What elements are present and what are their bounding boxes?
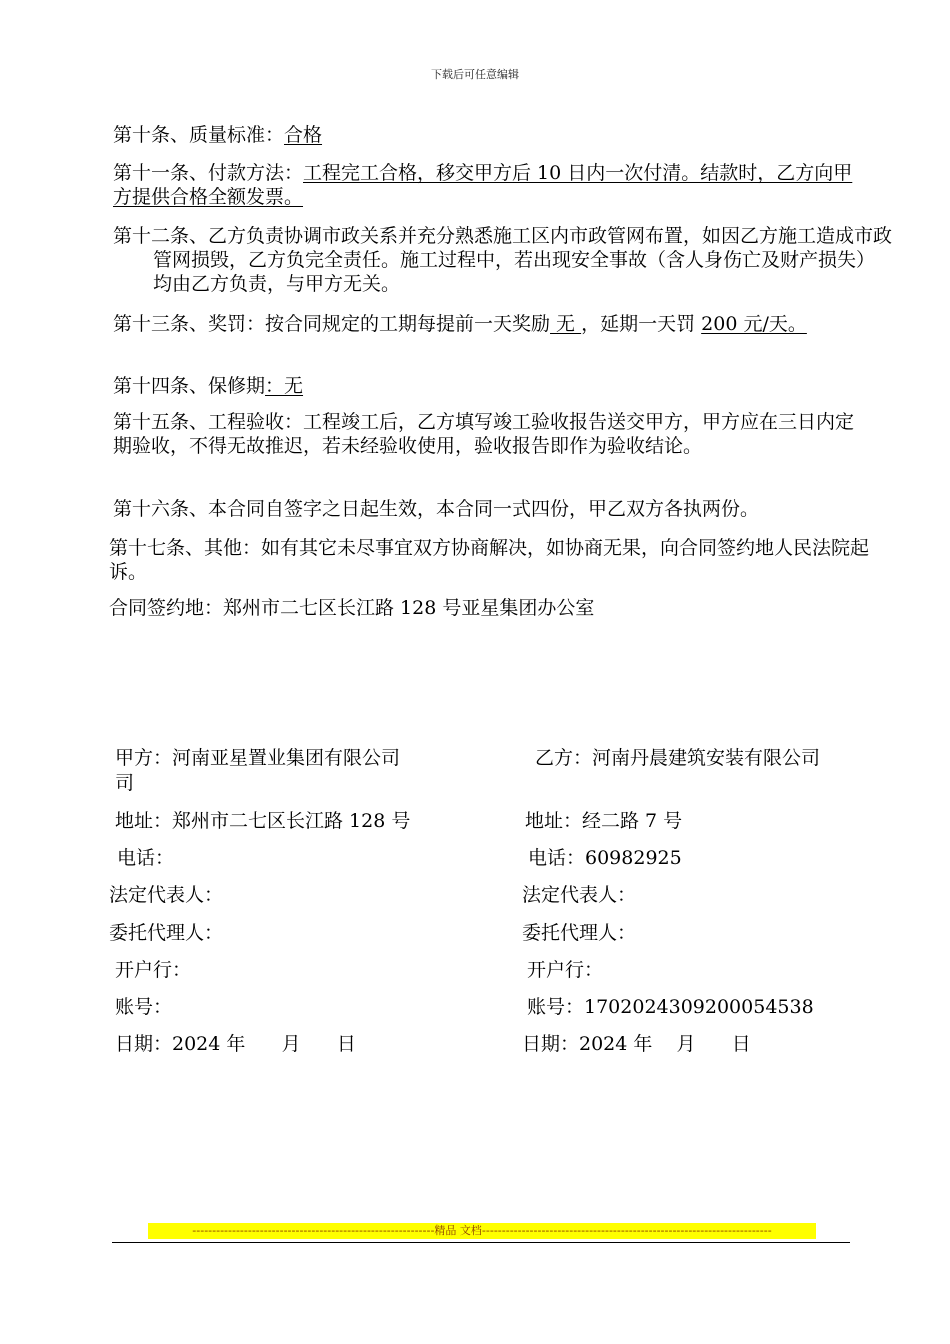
clause-11-label: 第十一条、付款方法： (113, 162, 304, 184)
clause-14 (113, 374, 853, 398)
clause-13-reward: 无 (550, 313, 582, 335)
clause-10-value: 合格 (284, 124, 323, 146)
party-b-name: 乙方：河南丹晨建筑安装有限公司 (535, 747, 821, 769)
footer-dashes-right: ------------------------------------------------------------------------- (481, 1224, 772, 1237)
header-note: 下载后可任意编辑 (431, 68, 519, 81)
party-b-agent: 委托代理人： (522, 922, 637, 944)
footer-rule (112, 1242, 850, 1243)
party-b-phone: 电话：60982925 (528, 847, 682, 869)
clause-13-label: 第十三条、奖罚：按合同规定的工期每提前一天奖励 (113, 313, 551, 335)
clause-14-value: ：无 (265, 375, 304, 397)
clause-10-label: 第十条、质量标准： (113, 124, 285, 146)
clause-11 (113, 161, 853, 209)
party-a-legal-rep: 法定代表人： (109, 884, 224, 906)
party-a-address: 地址：郑州市二七区长江路 128 号 (115, 810, 411, 832)
party-b-address: 地址：经二路 7 号 (525, 810, 683, 832)
party-b-bank: 开户行： (527, 959, 604, 981)
clause-10 (113, 123, 853, 147)
footer-highlight-bar (148, 1223, 816, 1239)
clause-12: 第十二条、乙方负责协调市政关系并充分熟悉施工区内市政管网布置，如因乙方施工造成市政管网损毁，乙方负完全责任。施工过程中，若出现安全事故（含人身伤亡及财产损失）均由乙方负责，与甲方无关。 (113, 225, 893, 295)
party-b-account: 账号：1702024309200054538 (527, 996, 814, 1018)
party-a-phone: 电话： (117, 847, 175, 869)
party-a-name-wrap: 司 (115, 772, 135, 794)
clause-13-mid: ，延期一天罚 (581, 313, 702, 335)
clause-16: 第十六条、本合同自签字之日起生效，本合同一式四份，甲乙双方各执两份。 (113, 498, 760, 520)
clause-13-penalty: 200 元/天。 (701, 313, 807, 335)
party-a-date: 日期：2024 年 月 日 (115, 1033, 356, 1055)
clause-17: 第十七条、其他：如有其它未尽事宜双方协商解决，如协商无果，向合同签约地人民法院起诉。 (109, 537, 870, 583)
clause-15: 第十五条、工程验收：工程竣工后，乙方填写竣工验收报告送交甲方，甲方应在三日内定期验收，不得无故推迟，若未经验收使用，验收报告即作为验收结论。 (113, 411, 855, 457)
clause-13 (113, 312, 898, 336)
clause-14-label: 第十四条、保修期 (113, 375, 266, 397)
contract-place: 合同签约地：郑州市二七区长江路 128 号亚星集团办公室 (109, 597, 595, 619)
party-a-name: 甲方：河南亚星置业集团有限公司 (115, 747, 401, 769)
footer-label: 精品 文档 (434, 1224, 482, 1237)
clause-11-value: 工程完工合格，移交甲方后 10 日内一次付清。结款时，乙方向甲方提供合格全额发票。 (113, 162, 853, 208)
party-a-agent: 委托代理人： (109, 922, 224, 944)
party-b-date: 日期：2024 年 月 日 (522, 1033, 751, 1055)
footer-dashes-left: ------------------------------------------------------------- (192, 1224, 435, 1237)
party-a-bank: 开户行： (115, 959, 192, 981)
party-b-legal-rep: 法定代表人： (522, 884, 637, 906)
party-a-account: 账号： (115, 996, 173, 1018)
